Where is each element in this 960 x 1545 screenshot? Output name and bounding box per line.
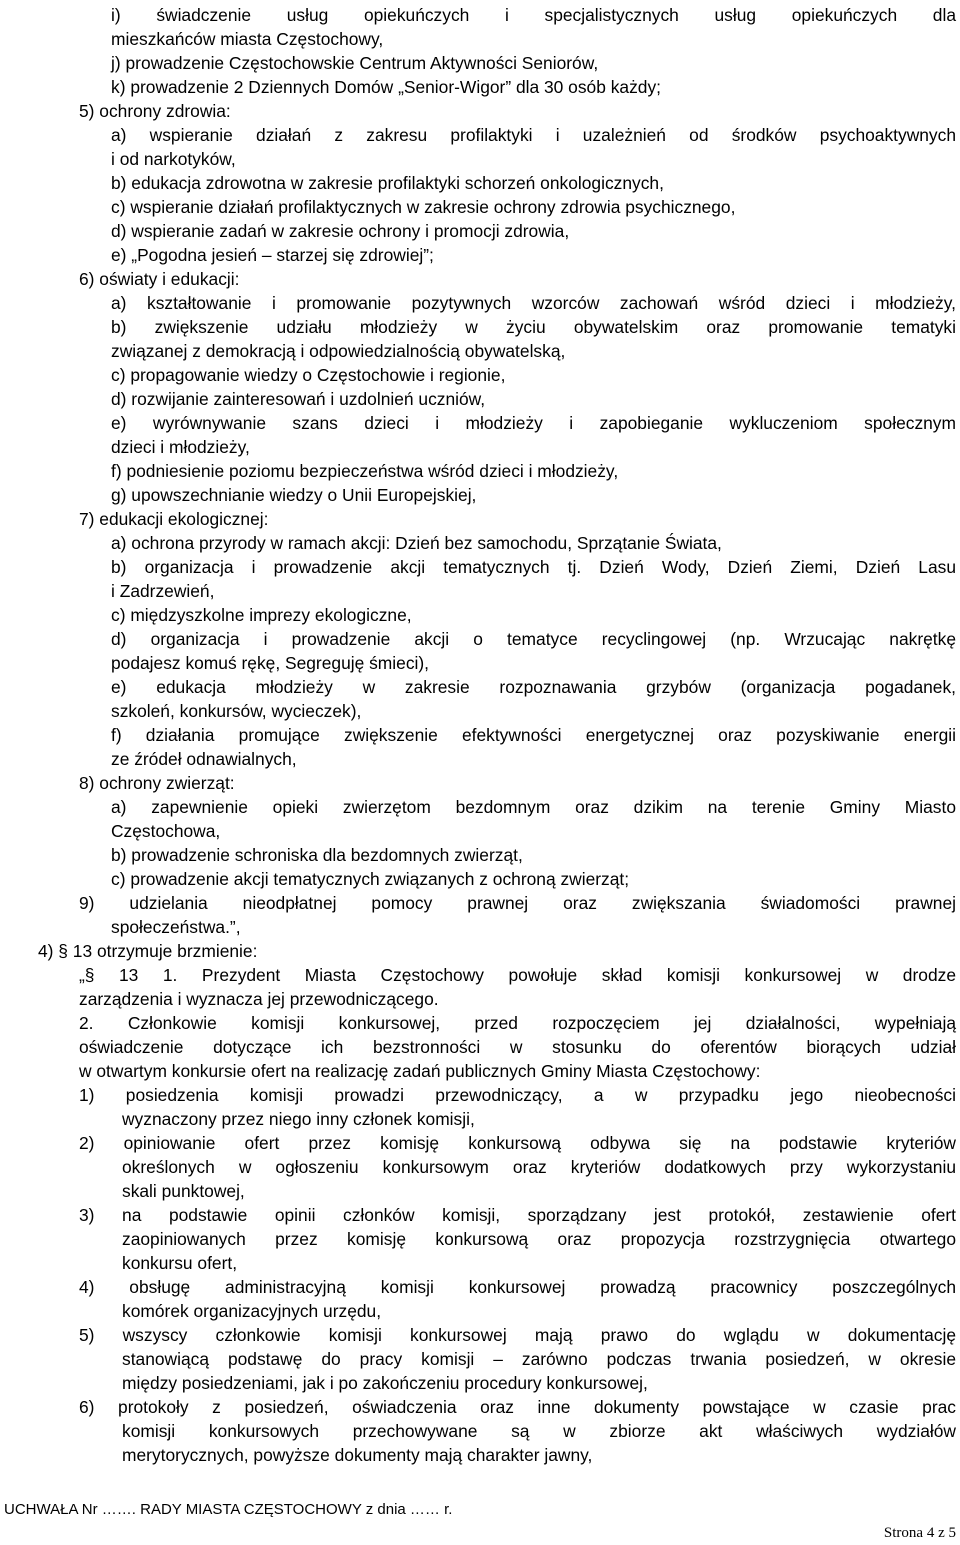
document-text-line: c) wspieranie działań profilaktycznych w zakresie ochrony zdrowia psychicznego, bbox=[111, 197, 736, 217]
document-text-line: f) działania promujące zwiększenie efektywności energetycznej oraz pozyskiwanie energii bbox=[111, 725, 956, 745]
document-text-line: społeczeństwa.”, bbox=[111, 917, 241, 937]
document-text-line: e) wyrównywanie szans dzieci i młodzieży i zapobieganie wykluczeniom społecznym bbox=[111, 413, 956, 433]
document-text-line: wyznaczony przez niego inny członek komisji, bbox=[122, 1109, 475, 1129]
document-text-line: c) prowadzenie akcji tematycznych związanych z ochroną zwierząt; bbox=[111, 869, 630, 889]
document-text-line: 2) opiniowanie ofert przez komisję konkursową odbywa się na podstawie kryteriów bbox=[79, 1133, 956, 1153]
document-text-line: oświadczenie dotyczące ich bezstronności w stosunku do oferentów biorących udział bbox=[79, 1037, 956, 1057]
document-text-line: komórek organizacyjnych urzędu, bbox=[122, 1301, 382, 1321]
document-text-line: 4) obsługę administracyjną komisji konkursowej prowadzą pracownicy poszczególnych bbox=[79, 1277, 956, 1297]
document-text-line: d) wspieranie zadań w zakresie ochrony i promocji zdrowia, bbox=[111, 221, 570, 241]
document-text-line: c) propagowanie wiedzy o Częstochowie i regionie, bbox=[111, 365, 506, 385]
page-number: Strona 4 z 5 bbox=[883, 1525, 956, 1541]
document-text-line: zaopiniowanych przez komisję konkursową oraz propozycja rozstrzygnięcia otwartego bbox=[122, 1229, 956, 1249]
document-text-line: b) prowadzenie schroniska dla bezdomnych zwierząt, bbox=[111, 845, 523, 865]
document-text-line: 8) ochrony zwierząt: bbox=[79, 773, 235, 793]
document-text-line: 7) edukacji ekologicznej: bbox=[79, 509, 269, 529]
document-text-line: 1) posiedzenia komisji prowadzi przewodniczący, a w przypadku jego nieobecności bbox=[79, 1085, 956, 1105]
document-text-line: Częstochowa, bbox=[111, 821, 221, 841]
document-text-line: i od narkotyków, bbox=[111, 149, 236, 169]
document-text-line: f) podniesienie poziomu bezpieczeństwa wśród dzieci i młodzieży, bbox=[111, 461, 619, 481]
document-text-line: b) edukacja zdrowotna w zakresie profilaktyki schorzeń onkologicznych, bbox=[111, 173, 664, 193]
document-text-line: komisji konkursowych przechowywane są w zbiorze akt właściwych wydziałów bbox=[122, 1421, 956, 1441]
document-text-line: 6) protokoły z posiedzeń, oświadczenia oraz inne dokumenty powstające w czasie prac bbox=[79, 1397, 956, 1417]
document-text-line: zarządzenia i wyznacza jej przewodniczącego. bbox=[79, 989, 439, 1009]
document-text-line: 5) ochrony zdrowia: bbox=[79, 101, 231, 121]
document-text-line: 2. Członkowie komisji konkursowej, przed rozpoczęciem jej działalności, wypełniają bbox=[79, 1013, 956, 1033]
document-text-line: dzieci i młodzieży, bbox=[111, 437, 250, 457]
document-text-line: e) edukacja młodzieży w zakresie rozpoznawania grzybów (organizacja pogadanek, bbox=[111, 677, 956, 697]
document-text-line: między posiedzeniami, jak i po zakończeniu procedury konkursowej, bbox=[122, 1373, 648, 1393]
document-text-line: 9) udzielania nieodpłatnej pomocy prawnej oraz zwiększania świadomości prawnej bbox=[79, 893, 956, 913]
document-text-line: c) międzyszkolne imprezy ekologiczne, bbox=[111, 605, 412, 625]
document-text-line: a) kształtowanie i promowanie pozytywnych wzorców zachowań wśród dzieci i młodzieży, bbox=[111, 293, 956, 313]
footer-text: UCHWAŁA Nr ……. RADY MIASTA CZĘSTOCHOWY z dnia …… r. bbox=[4, 1501, 453, 1518]
document-text-line: konkursu ofert, bbox=[122, 1253, 238, 1273]
document-text-line: skali punktowej, bbox=[122, 1181, 245, 1201]
document-text-line: mieszkańców miasta Częstochowy, bbox=[111, 29, 384, 49]
document-text-line: b) organizacja i prowadzenie akcji tematycznych tj. Dzień Wody, Dzień Ziemi, Dzień Lasu bbox=[111, 557, 956, 577]
document-text-line: 6) oświaty i edukacji: bbox=[79, 269, 240, 289]
document-text-line: d) rozwijanie zainteresowań i uzdolnień uczniów, bbox=[111, 389, 486, 409]
document-text-line: a) wspieranie działań z zakresu profilaktyki i uzależnień od środków psychoaktywnych bbox=[111, 125, 956, 145]
document-text-line: w otwartym konkursie ofert na realizację zadań publicznych Gminy Miasta Częstochowy: bbox=[79, 1061, 761, 1081]
document-text-line: szkoleń, konkursów, wycieczek), bbox=[111, 701, 362, 721]
document-text-line: ze źródeł odnawialnych, bbox=[111, 749, 297, 769]
document-text-line: a) ochrona przyrody w ramach akcji: Dzień bez samochodu, Sprzątanie Świata, bbox=[111, 533, 722, 553]
document-text-line: „§ 13 1. Prezydent Miasta Częstochowy powołuje skład komisji konkursowej w drodze bbox=[79, 965, 956, 985]
document-text-line: a) zapewnienie opieki zwierzętom bezdomnym oraz dzikim na terenie Gminy Miasto bbox=[111, 797, 956, 817]
document-text-line: stanowiącą podstawę do pracy komisji – zarówno podczas trwania posiedzeń, w okresie bbox=[122, 1349, 956, 1369]
document-text-line: 3) na podstawie opinii członków komisji, sporządzany jest protokół, zestawienie ofert bbox=[79, 1205, 956, 1225]
document-text-line: j) prowadzenie Częstochowskie Centrum Aktywności Seniorów, bbox=[111, 53, 599, 73]
document-text-line: g) upowszechnianie wiedzy o Unii Europejskiej, bbox=[111, 485, 477, 505]
document-text-line: i Zadrzewień, bbox=[111, 581, 215, 601]
document-text-line: i) świadczenie usług opiekuńczych i specjalistycznych usług opiekuńczych dla bbox=[111, 5, 956, 25]
document-text-line: 5) wszyscy członkowie komisji konkursowej mają prawo do wglądu w dokumentację bbox=[79, 1325, 956, 1345]
document-text-line: e) „Pogodna jesień – starzej się zdrowiej”; bbox=[111, 245, 434, 265]
document-text-line: d) organizacja i prowadzenie akcji o tematyce recyclingowej (np. Wrzucając nakrętkę bbox=[111, 629, 956, 649]
document-text-line: określonych w ogłoszeniu konkursowym oraz kryteriów dodatkowych przy wykorzystaniu bbox=[122, 1157, 956, 1177]
document-text-line: podajesz komuś rękę, Segreguję śmieci), bbox=[111, 653, 430, 673]
document-text-line: 4) § 13 otrzymuje brzmienie: bbox=[38, 941, 258, 961]
document-text-line: b) zwiększenie udziału młodzieży w życiu obywatelskim oraz promowanie tematyki bbox=[111, 317, 956, 337]
document-text-line: k) prowadzenie 2 Dziennych Domów „Senior-Wigor” dla 30 osób każdy; bbox=[111, 77, 661, 97]
document-text-line: związanej z demokracją i odpowiedzialnością obywatelską, bbox=[111, 341, 566, 361]
document-text-line: merytorycznych, powyższe dokumenty mają charakter jawny, bbox=[122, 1445, 593, 1465]
